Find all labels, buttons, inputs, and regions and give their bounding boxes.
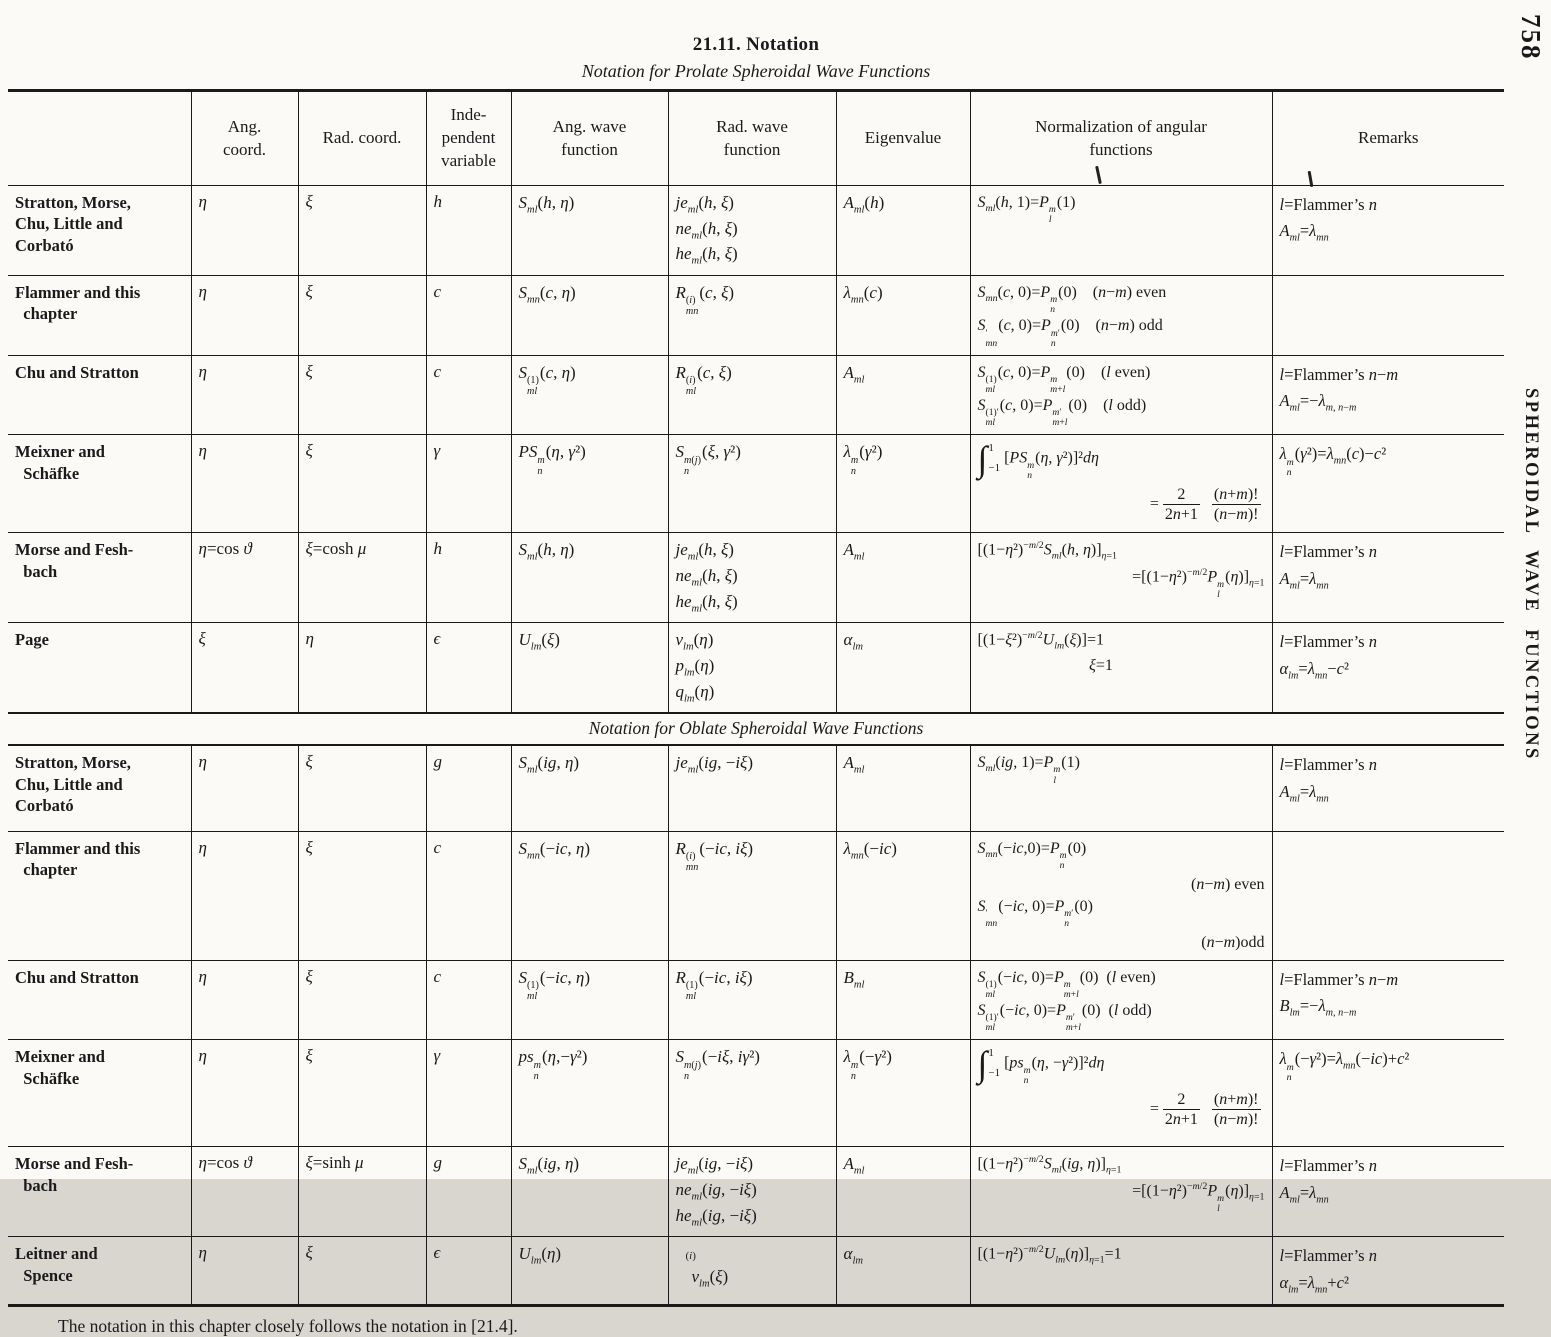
ang-wave-function-cell: $U_{lm}(\xi)$ [511,623,668,713]
ang-coord-cell: η [191,435,298,533]
ang-coord-cell: η [191,186,298,276]
eigenvalue-cell: $A_{ml}$ [836,533,970,623]
ang-coord-cell: η [191,1237,298,1306]
normalization-cell: $S_{ml}(h$, 1)=P m l (1) [970,186,1272,276]
table-row [8,831,1504,960]
author-cell: Meixner and Schäfke [8,435,191,533]
rad-coord-cell: ξ [298,960,426,1040]
author-cell: Flammer and this chapter [8,831,191,960]
table-row [8,1147,1504,1237]
rad-coord-cell: ξ [298,745,426,831]
col-header-independent-variable: Inde- pendent variable [426,91,511,186]
oblate-subtitle: Notation for Oblate Spheroidal Wave Functions [8,713,1504,745]
normalization-cell: $S_{ml}(ig$, 1)=P m l (1) [970,745,1272,831]
author-cell: Page [8,623,191,713]
ang-wave-function-cell: $U_{lm}(\eta)$ [511,1237,668,1306]
ang-wave-function-cell: PS m n (η, γ²) [511,435,668,533]
independent-variable-cell: c [426,355,511,435]
remarks-cell: l=Flammer’s n−m $B_{lm}=-\lambda_{m, n-m}$ [1272,960,1504,1040]
author-cell: Leitner and Spence [8,1237,191,1306]
normalization-cell: S (1) ml (−ic, 0)=P m m+l (0) (l even) S (1)′ ml (−ic, 0)=P m′ m+l (0) (l odd) [970,960,1272,1040]
rad-wave-function-cell: $je_{ml}(h$, ξ) $ne_{ml}(h$, ξ) $he_{ml}(h$, ξ) [668,186,836,276]
table-row [8,533,1504,623]
header-row [8,91,1504,186]
eigenvalue-cell: $A_{ml}$ [836,1147,970,1237]
rad-coord-cell: ξ=sinh μ [298,1147,426,1237]
ang-wave-function-cell: $S_{ml}(ig$, η) [511,745,668,831]
normalization-cell: S (1) ml (c, 0)=P m m+l (0) (l even) S (1)′ ml (c, 0)=P m′ m+l (0) (l odd) [970,355,1272,435]
independent-variable-cell: γ [426,435,511,533]
normalization-cell: ∫ 1 −1 [ps m n (η, −γ²)]²dη = $\frac{2}{2n+1}$ $\frac{(n+m)!}{(n-m)!}$ [970,1040,1272,1147]
independent-variable-cell: c [426,960,511,1040]
footnote: The notation in this chapter closely follows the notation in [21.4]. [58,1316,518,1337]
remarks-cell: λ m n $(-\gamma^2)=\lambda_{mn}(-ic)+c^2$ [1272,1040,1504,1147]
title-block [8,0,1504,82]
remarks-cell: l=Flammer’s n−m $A_{ml}=-\lambda_{m, n-m}$ [1272,355,1504,435]
independent-variable-cell: c [426,831,511,960]
table-row [8,355,1504,435]
author-cell: Stratton, Morse, Chu, Little and Corbató [8,745,191,831]
author-cell: Morse and Fesh- bach [8,1147,191,1237]
rad-wave-function-cell: S m(j) n (−iξ, iγ²) [668,1040,836,1147]
rad-wave-function-cell: R (i) ml (c, ξ) [668,355,836,435]
author-cell: Flammer and this chapter [8,275,191,355]
remarks-cell [1272,831,1504,960]
eigenvalue-cell: $\lambda_{mn}(-ic)$ [836,831,970,960]
normalization-cell: ∫ 1 −1 [PS m n (η, γ²)]²dη = $\frac{2}{2n+1}$ $\frac{(n+m)!}{(n-m)!}$ [970,435,1272,533]
table-row [8,1040,1504,1147]
ang-wave-function-cell: $S_{ml}(h$, η) [511,186,668,276]
prolate-section [8,186,1504,714]
oblate-subtitle-band [8,713,1504,745]
ang-wave-function-cell: $S_{mn}(-ic$, η) [511,831,668,960]
remarks-cell: l=Flammer’s n $A_{ml}=\lambda_{mn}$ [1272,1147,1504,1237]
remarks-cell: l=Flammer’s n $A_{ml}=\lambda_{mn}$ [1272,186,1504,276]
ang-coord-cell: η [191,960,298,1040]
col-header-eigenvalue: Eigenvalue [836,91,970,186]
rad-wave-function-cell: R (i) mn (−ic, iξ) [668,831,836,960]
rad-coord-cell: ξ [298,435,426,533]
rad-wave-function-cell: (i) $v_{lm}(\xi)$ [668,1237,836,1306]
normalization-cell: $[(1-\xi^2)^{-m/2}U_{lm}(\xi)]=1$ ξ=1 [970,623,1272,713]
eigenvalue-cell: $\lambda_{mn}(c)$ [836,275,970,355]
ang-wave-function-cell: S (1) ml (c, η) [511,355,668,435]
ang-coord-cell: η [191,831,298,960]
independent-variable-cell: g [426,1147,511,1237]
eigenvalue-cell: $B_{ml}$ [836,960,970,1040]
rad-wave-function-cell: S m(j) n (ξ, γ²) [668,435,836,533]
eigenvalue-cell: $\alpha_{lm}$ [836,623,970,713]
author-cell: Chu and Stratton [8,355,191,435]
author-cell: Morse and Fesh- bach [8,533,191,623]
normalization-cell: $[(1-\eta^2)^{-m/2}U_{lm}(\eta)]_{\eta=1}=1$ [970,1237,1272,1306]
col-header-normalization: Normalization of angular functions [970,91,1272,186]
eigenvalue-cell: λ m n (γ²) [836,435,970,533]
normalization-cell: $S_{mn}(c$, 0)=P m n (0) (n−m) even S ′ mn (c, 0)=P m′ n (0) (n−m) odd [970,275,1272,355]
eigenvalue-cell: $A_{ml}(h)$ [836,186,970,276]
oblate-section [8,745,1504,1306]
rad-wave-function-cell: R (1) ml (−ic, iξ) [668,960,836,1040]
independent-variable-cell: g [426,745,511,831]
remarks-cell: l=Flammer’s n $\alpha_{lm}=\lambda_{mn}-c^2$ [1272,623,1504,713]
rad-coord-cell: η [298,623,426,713]
rad-coord-cell: ξ [298,355,426,435]
running-head: SPHEROIDAL WAVE FUNCTIONS [1521,388,1541,761]
author-cell: Stratton, Morse, Chu, Little and Corbató [8,186,191,276]
rad-coord-cell: ξ [298,186,426,276]
col-header-ang-wave-function: Ang. wave function [511,91,668,186]
ang-wave-function-cell: $S_{mn}(c$, η) [511,275,668,355]
table-row [8,623,1504,713]
page-content [8,0,1504,1337]
author-cell: Meixner and Schäfke [8,1040,191,1147]
corner-cell [8,91,191,186]
eigenvalue-cell: $A_{ml}$ [836,355,970,435]
remarks-cell: l=Flammer’s n $\alpha_{lm}=\lambda_{mn}+c^2$ [1272,1237,1504,1306]
independent-variable-cell: ϵ [426,1237,511,1306]
table-row [8,1237,1504,1306]
rad-coord-cell: ξ [298,275,426,355]
independent-variable-cell: γ [426,1040,511,1147]
table-row [8,186,1504,276]
author-cell: Chu and Stratton [8,960,191,1040]
col-header-rad-wave-function: Rad. wave function [668,91,836,186]
rad-wave-function-cell: $je_{ml}(h$, ξ) $ne_{ml}(h$, ξ) $he_{ml}(h$, ξ) [668,533,836,623]
ang-coord-cell: η [191,355,298,435]
ang-coord-cell: η [191,745,298,831]
ang-coord-cell: η [191,275,298,355]
ang-coord-cell: ξ [191,623,298,713]
col-header-rad-coord: Rad. coord. [298,91,426,186]
normalization-cell: $S_{mn}(-ic,0)=P$ m n (0) (n−m) even S ′ mn (−ic, 0)=P m′ n (0) (n−m)odd [970,831,1272,960]
rad-coord-cell: ξ [298,1040,426,1147]
subtitle-row [8,713,1504,745]
remarks-cell: l=Flammer’s n $A_{ml}=\lambda_{mn}$ [1272,533,1504,623]
remarks-cell [1272,275,1504,355]
table-row [8,435,1504,533]
rad-wave-function-cell: $v_{lm}(\eta)$ $p_{lm}(\eta)$ $q_{lm}(\eta)$ [668,623,836,713]
rad-wave-function-cell: $je_{ml}(ig$, −iξ) [668,745,836,831]
independent-variable-cell: h [426,186,511,276]
rad-wave-function-cell: R (i) mn (c, ξ) [668,275,836,355]
table-row [8,275,1504,355]
rad-wave-function-cell: $je_{ml}(ig$, −iξ) $ne_{ml}(ig$, −iξ) $he_{ml}(ig$, −iξ) [668,1147,836,1237]
ang-coord-cell: η=cos ϑ [191,533,298,623]
ang-wave-function-cell: $S_{ml}(ig$, η) [511,1147,668,1237]
eigenvalue-cell: λ m n (−γ²) [836,1040,970,1147]
eigenvalue-cell: $A_{ml}$ [836,745,970,831]
section-title: 21.11. Notation [692,34,820,55]
table-row [8,960,1504,1040]
independent-variable-cell: h [426,533,511,623]
normalization-cell: [$(1-\eta^2)^{-m/2}S_{ml}(ig$, $\eta)]_{\eta=1}$ $=[(1-\eta^2)^{-m/2}P$ m l $(\eta)]_{\eta=1}$ [970,1147,1272,1237]
ang-wave-function-cell: $S_{ml}(h$, η) [511,533,668,623]
independent-variable-cell: ϵ [426,623,511,713]
ang-wave-function-cell: S (1) ml (−ic, η) [511,960,668,1040]
normalization-cell: [$(1-\eta^2)^{-m/2}S_{ml}(h$, $\eta)]_{\eta=1}$ $=[(1-\eta^2)^{-m/2}P$ m l $(\eta)]_{\eta=1}$ [970,533,1272,623]
col-header-ang-coord: Ang. coord. [191,91,298,186]
eigenvalue-cell: $\alpha_{lm}$ [836,1237,970,1306]
ang-wave-function-cell: ps m n (η,−γ²) [511,1040,668,1147]
notation-table [8,89,1504,1307]
remarks-cell: λ m n $(\gamma^2)=\lambda_{mn}(c)-c^2$ [1272,435,1504,533]
rad-coord-cell: ξ=cosh μ [298,533,426,623]
col-header-remarks: Remarks [1358,128,1419,148]
page-number: 758 [1516,14,1546,61]
ang-coord-cell: η=cos ϑ [191,1147,298,1237]
independent-variable-cell: c [426,275,511,355]
table-row [8,745,1504,831]
table-header [8,91,1504,186]
remarks-cell: l=Flammer’s n $A_{ml}=\lambda_{mn}$ [1272,745,1504,831]
rad-coord-cell: ξ [298,831,426,960]
rad-coord-cell: ξ [298,1237,426,1306]
prolate-subtitle: Notation for Prolate Spheroidal Wave Functions [581,61,931,81]
ang-coord-cell: η [191,1040,298,1147]
